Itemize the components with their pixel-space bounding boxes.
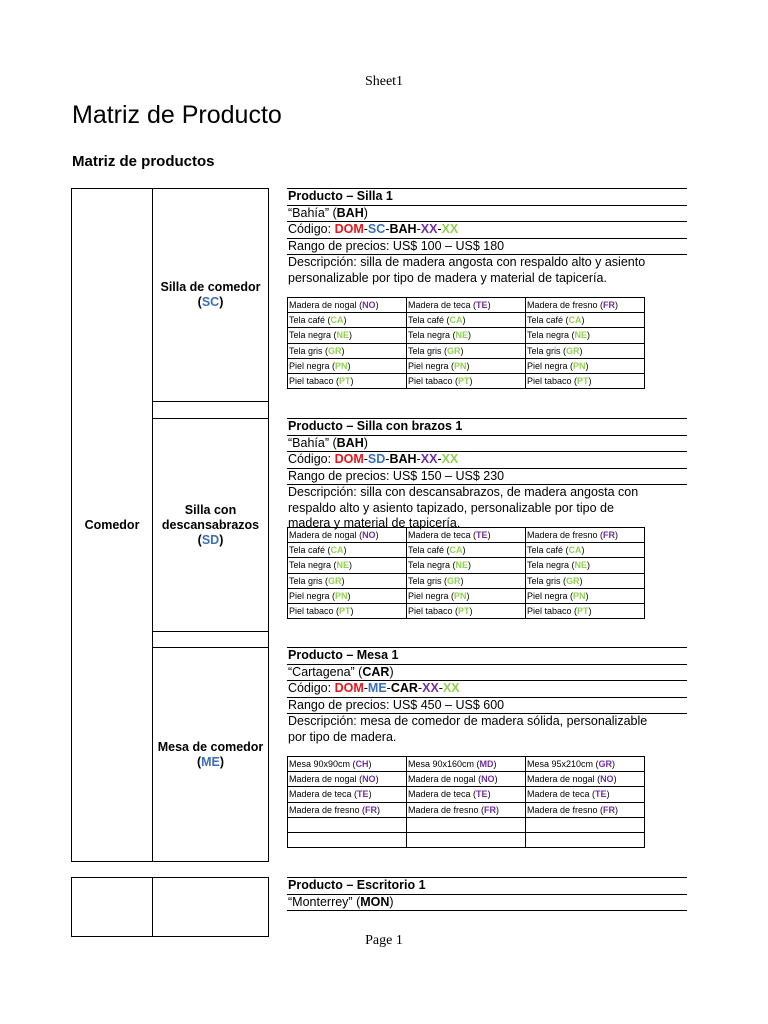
options-row <box>288 588 645 603</box>
category-comedor: Comedor <box>84 517 140 532</box>
product-code: Código: DOM-ME-CAR-XX-XX <box>287 681 687 698</box>
options-row <box>288 558 645 573</box>
product-block-silla-1 <box>287 188 687 389</box>
option-cell: Tela negra (NE) <box>526 328 645 343</box>
product-block-escritorio-1 <box>287 877 687 911</box>
option-cell: Madera de teca (TE) <box>407 528 526 543</box>
option-cell: Tela negra (NE) <box>288 328 407 343</box>
option-cell: Madera de nogal (NO) <box>407 772 526 787</box>
option-cell <box>407 817 526 832</box>
options-row <box>288 573 645 588</box>
document-title: Matriz de Producto <box>72 101 282 129</box>
subcategory-spacer <box>152 631 269 648</box>
product-description: Descripción: silla de madera angosta con respaldo alto y asiento personalizable por tipo de madera y material de tapicería. <box>288 255 646 285</box>
option-cell: Piel negra (PN) <box>526 588 645 603</box>
options-row <box>288 528 645 543</box>
option-cell: Madera de fresno (FR) <box>288 802 407 817</box>
option-cell: Madera de fresno (FR) <box>526 528 645 543</box>
option-cell: Tela café (CA) <box>526 313 645 328</box>
subcategory-cell-border <box>152 877 269 937</box>
options-grid <box>287 527 645 619</box>
product-description: Descripción: mesa de comedor de madera sólida, personalizable por tipo de madera. <box>288 714 648 744</box>
option-cell: Tela café (CA) <box>407 313 526 328</box>
product-heading: Producto – Silla con brazos 1 <box>287 418 687 436</box>
option-cell: Tela negra (NE) <box>288 558 407 573</box>
options-row <box>288 313 645 328</box>
option-cell: Tela gris (GR) <box>407 343 526 358</box>
product-matrix <box>71 188 650 910</box>
option-cell: Piel negra (PN) <box>288 358 407 373</box>
options-row <box>288 772 645 787</box>
option-cell: Madera de teca (TE) <box>526 787 645 802</box>
product-code: Código: DOM-SC-BAH-XX-XX <box>287 222 687 239</box>
option-cell: Tela negra (NE) <box>526 558 645 573</box>
option-cell <box>526 817 645 832</box>
option-cell: Tela gris (GR) <box>407 573 526 588</box>
option-cell: Mesa 90x160cm (MD) <box>407 757 526 772</box>
product-heading: Producto – Mesa 1 <box>287 647 687 665</box>
category-cell-border <box>71 877 153 937</box>
option-cell: Madera de fresno (FR) <box>526 298 645 313</box>
product-code: Código: DOM-SD-BAH-XX-XX <box>287 452 687 469</box>
option-cell: Madera de nogal (NO) <box>288 298 407 313</box>
product-model-name: “Bahía” (BAH) <box>287 436 687 453</box>
product-price-range: Rango de precios: US$ 100 – US$ 180 <box>287 239 687 256</box>
option-cell <box>288 832 407 847</box>
options-row <box>288 343 645 358</box>
option-cell: Piel negra (PN) <box>407 588 526 603</box>
option-cell: Tela gris (GR) <box>526 573 645 588</box>
option-cell: Madera de fresno (FR) <box>407 802 526 817</box>
option-cell: Tela gris (GR) <box>288 573 407 588</box>
option-cell: Piel tabaco (PT) <box>407 603 526 618</box>
product-description: Descripción: silla con descansabrazos, de madera angosta con respaldo alto y asiento tapizado, personalizable por tipo de madera y material de tapicería. <box>288 485 639 530</box>
option-cell: Tela café (CA) <box>288 313 407 328</box>
option-cell: Madera de nogal (NO) <box>288 772 407 787</box>
product-model-name: “Monterrey” (MON) <box>287 895 687 912</box>
option-cell <box>288 817 407 832</box>
product-heading: Producto – Silla 1 <box>287 188 687 206</box>
options-grid <box>287 297 645 389</box>
option-cell: Piel tabaco (PT) <box>288 603 407 618</box>
subcategory-mesa-de-comedor: Mesa de comedor (ME) <box>157 739 264 769</box>
option-cell: Tela café (CA) <box>288 543 407 558</box>
option-cell: Madera de fresno (FR) <box>526 802 645 817</box>
options-row <box>288 373 645 388</box>
product-model-name: “Bahía” (BAH) <box>287 206 687 223</box>
subcategory-spacer <box>152 401 269 419</box>
options-row <box>288 787 645 802</box>
options-row <box>288 832 645 847</box>
options-row <box>288 328 645 343</box>
option-cell: Tela café (CA) <box>526 543 645 558</box>
option-cell <box>526 832 645 847</box>
product-heading: Producto – Escritorio 1 <box>287 877 687 895</box>
option-cell: Mesa 90x90cm (CH) <box>288 757 407 772</box>
subcategory-silla-de-comedor: Silla de comedor (SC) <box>160 280 261 309</box>
product-price-range: Rango de precios: US$ 450 – US$ 600 <box>287 698 687 715</box>
options-row <box>288 603 645 618</box>
page-number: Page 1 <box>365 933 403 948</box>
option-cell: Piel negra (PN) <box>288 588 407 603</box>
product-block-mesa-1 <box>287 647 687 848</box>
option-cell <box>407 832 526 847</box>
option-cell: Madera de teca (TE) <box>407 298 526 313</box>
document-subtitle: Matriz de productos <box>72 153 215 170</box>
option-cell: Tela negra (NE) <box>407 328 526 343</box>
option-cell: Piel negra (PN) <box>526 358 645 373</box>
option-cell: Tela café (CA) <box>407 543 526 558</box>
option-cell: Piel tabaco (PT) <box>526 373 645 388</box>
option-cell: Mesa 95x210cm (GR) <box>526 757 645 772</box>
options-row <box>288 802 645 817</box>
option-cell: Madera de nogal (NO) <box>288 528 407 543</box>
option-cell: Madera de nogal (NO) <box>526 772 645 787</box>
option-cell: Tela gris (GR) <box>526 343 645 358</box>
sheet-name: Sheet1 <box>364 74 404 89</box>
options-grid <box>287 756 645 848</box>
option-cell: Piel tabaco (PT) <box>288 373 407 388</box>
options-row <box>288 358 645 373</box>
options-row <box>288 543 645 558</box>
option-cell: Piel negra (PN) <box>407 358 526 373</box>
option-cell: Piel tabaco (PT) <box>407 373 526 388</box>
options-row <box>288 817 645 832</box>
option-cell: Madera de teca (TE) <box>288 787 407 802</box>
product-price-range: Rango de precios: US$ 150 – US$ 230 <box>287 469 687 486</box>
subcategory-silla-con-descansabrazos: Silla con descansabrazos (SD) <box>161 502 260 547</box>
options-row <box>288 298 645 313</box>
option-cell: Piel tabaco (PT) <box>526 603 645 618</box>
option-cell: Madera de teca (TE) <box>407 787 526 802</box>
option-cell: Tela gris (GR) <box>288 343 407 358</box>
product-block-silla-con-brazos-1 <box>287 418 687 619</box>
options-row <box>288 757 645 772</box>
product-model-name: “Cartagena” (CAR) <box>287 665 687 682</box>
option-cell: Tela negra (NE) <box>407 558 526 573</box>
